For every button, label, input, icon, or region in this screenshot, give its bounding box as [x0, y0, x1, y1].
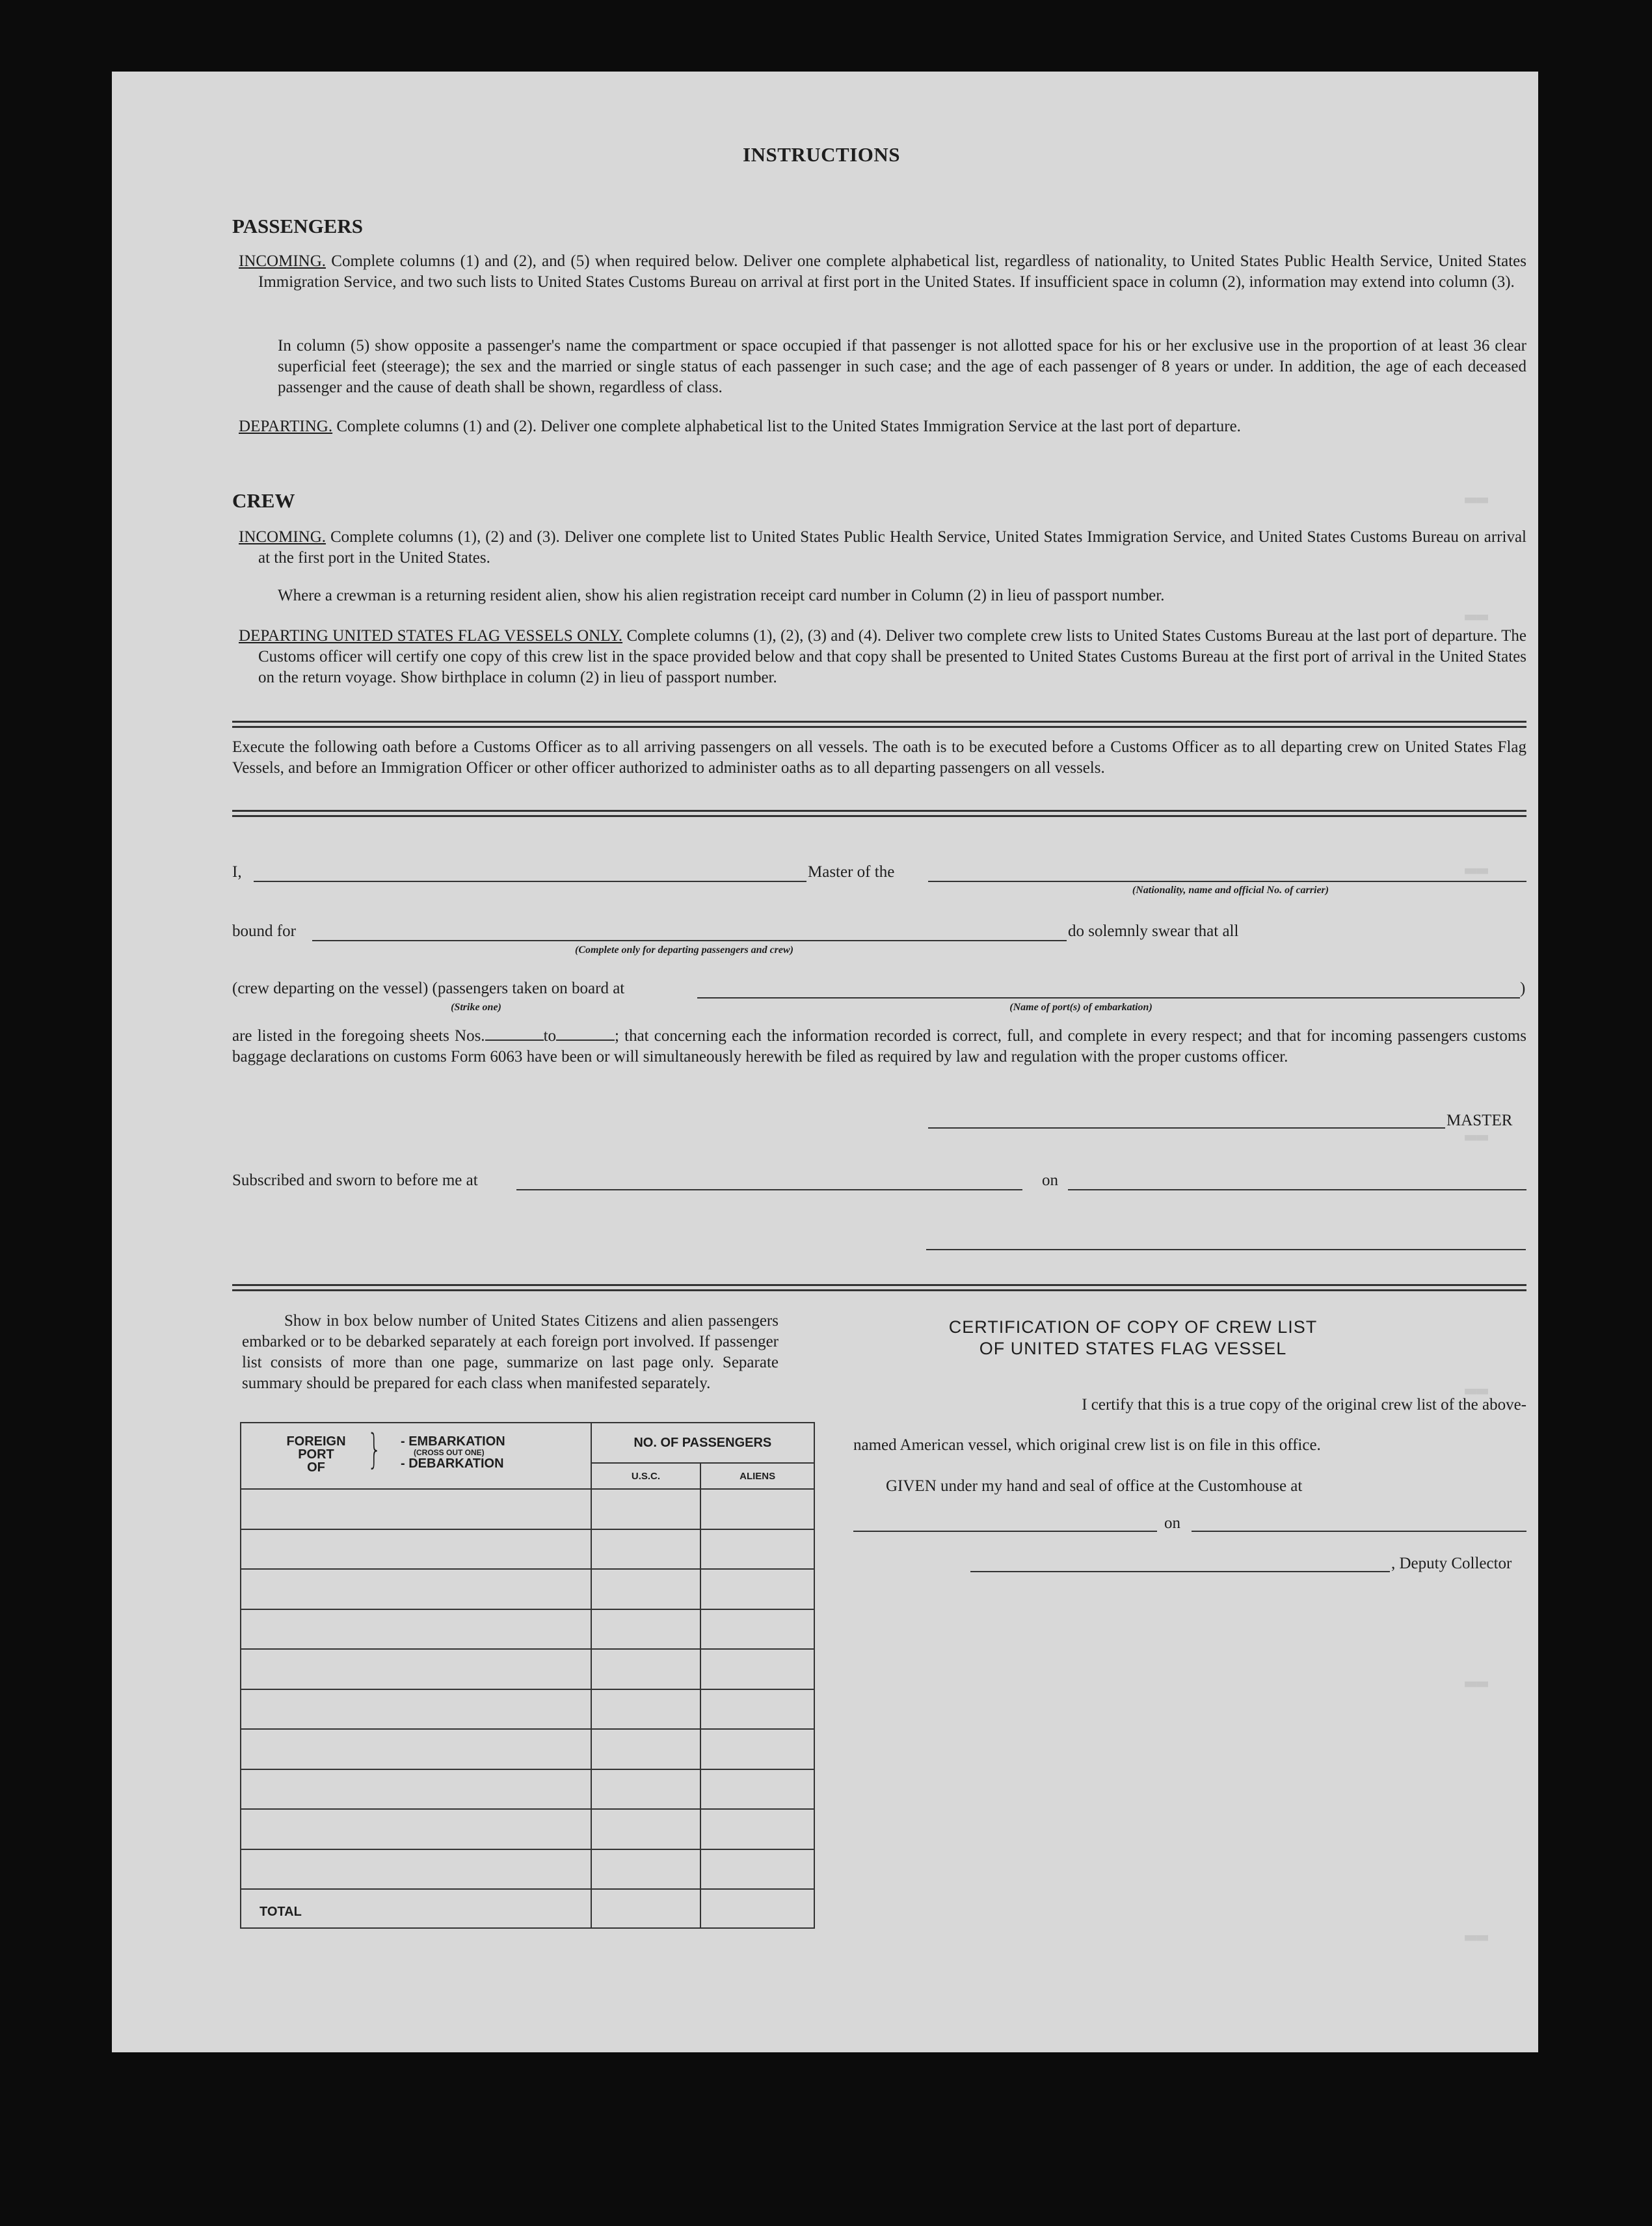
aliens-cell[interactable]: [700, 1809, 814, 1849]
oath-i-label: I,: [232, 863, 242, 881]
aliens-cell[interactable]: [700, 1729, 814, 1769]
table-row: [241, 1689, 814, 1730]
no-of-passengers-header: NO. OF PASSENGERS: [591, 1423, 814, 1463]
deputy-signature-field[interactable]: [970, 1571, 1390, 1572]
to-word: to: [543, 1027, 557, 1045]
customhouse-field[interactable]: [853, 1531, 1157, 1532]
table-row: [241, 1769, 814, 1810]
given-line: GIVEN under my hand and seal of office at the Customhouse at: [886, 1477, 1303, 1495]
passengers-incoming-text: Complete columns (1) and (2), and (5) when required below. Deliver one complete alphabetical list, regardless of nationality, to United States Public Health Service, United States Immigration Service, and two such lists to United States Customs Bureau on arrival at first port in the United States. If insufficient space in column (2), information may extend into column (3).: [258, 252, 1527, 291]
embarkation-label: - EMBARKATION: [401, 1434, 505, 1449]
usc-cell[interactable]: [591, 1809, 701, 1849]
crew-incoming-text: Complete columns (1), (2) and (3). Deliver one complete list to United States Public Health Service, United States Immigration Service, and United States Customs Bureau on arrival at the first port in the United States.: [258, 528, 1526, 567]
aliens-header: ALIENS: [700, 1463, 814, 1489]
cert-on-label: on: [1164, 1514, 1180, 1532]
page-title: INSTRUCTIONS: [743, 143, 901, 166]
on-label: on: [1042, 1172, 1058, 1189]
table-row: [241, 1489, 814, 1529]
port-cell[interactable]: [241, 1809, 591, 1849]
solemnly-swear-label: do solemnly swear that all: [1068, 922, 1239, 940]
port-cell[interactable]: [241, 1489, 591, 1529]
crew-departing-text: Complete columns (1), (2), (3) and (4). Deliver two complete crew lists to United States Customs Bureau at the last port of departure. The Customs officer will certify one copy of this crew list in the space provided below and that copy shall be presented to United States Customs Bureau at the first port of arrival in the United States on the return voyage. Show birthplace in column (2) in lieu of passport number.: [258, 627, 1527, 686]
deputy-collector-label: , Deputy Collector: [1391, 1555, 1512, 1572]
bleed-through-mark: ▬▬: [1465, 859, 1489, 881]
bleed-through-mark: ▬▬: [1465, 488, 1489, 511]
usc-cell[interactable]: [591, 1649, 701, 1689]
bound-for-field[interactable]: [312, 940, 1067, 941]
aliens-cell[interactable]: [700, 1489, 814, 1529]
passenger-rows: [241, 1489, 814, 1889]
crew-incoming-label: INCOMING.: [239, 528, 326, 546]
foreign-port-of-label: [274, 1435, 358, 1474]
table-row: [241, 1529, 814, 1570]
bleed-through-mark: ▬▬: [1465, 1379, 1489, 1402]
port-of-embarkation-field[interactable]: [697, 997, 1520, 999]
aliens-cell[interactable]: [700, 1769, 814, 1810]
table-row: [241, 1609, 814, 1650]
bleed-through-mark: ▬▬: [1465, 1125, 1489, 1148]
crew-heading: CREW: [232, 489, 295, 512]
sheet-from-field[interactable]: [485, 1026, 544, 1041]
sheet-to-field[interactable]: [556, 1026, 615, 1041]
master-name-field[interactable]: [254, 881, 806, 882]
table-row: [241, 1729, 814, 1769]
passengers-departing-label: DEPARTING.: [239, 418, 333, 435]
port-cell[interactable]: [241, 1649, 591, 1689]
port-header-cell: [241, 1423, 591, 1489]
usc-cell[interactable]: [591, 1689, 701, 1730]
crew-incoming-paragraph: [239, 527, 1526, 569]
passengers-departing-text: Complete columns (1) and (2). Deliver one complete alphabetical list to the United States Immigration Service at the last port of departure.: [336, 418, 1241, 435]
oath-instruction-paragraph: Execute the following oath before a Customs Officer as to all arriving passengers on all vessels. The oath is to be executed before a Customs Officer as to all departing crew on United States Flag Vessels, and before an Immigration Officer or other officer authorized to administer oaths as to all departing passengers on all vessels.: [232, 738, 1526, 777]
certify-line1: I certify that this is a true copy of the original crew list of the above-: [1082, 1396, 1526, 1414]
complete-only-caption: (Complete only for departing passengers and crew): [575, 945, 793, 956]
sworn-date-field[interactable]: [1068, 1189, 1526, 1190]
section-divider: [232, 1284, 1526, 1291]
usc-cell[interactable]: [591, 1569, 701, 1609]
usc-cell[interactable]: [591, 1529, 701, 1570]
port-cell[interactable]: [241, 1609, 591, 1650]
close-paren: ): [1520, 980, 1526, 997]
aliens-cell[interactable]: [700, 1849, 814, 1890]
usc-header: U.S.C.: [591, 1463, 701, 1489]
bound-for-label: bound for: [232, 922, 296, 940]
total-aliens-cell[interactable]: [700, 1889, 814, 1928]
cross-out-one-label: (CROSS OUT ONE): [414, 1448, 485, 1457]
crew-resident-paragraph: Where a crewman is a returning resident alien, show his alien registration receipt card number in Column (2) in lieu of passport number.: [278, 587, 1165, 604]
cert-date-field[interactable]: [1192, 1531, 1526, 1532]
bleed-through-mark: ▬▬: [1465, 605, 1489, 628]
passengers-heading: PASSENGERS: [232, 215, 363, 237]
aliens-cell[interactable]: [700, 1529, 814, 1570]
of-label: OF: [307, 1460, 325, 1475]
crew-departing-paragraph: [239, 626, 1527, 688]
usc-cell[interactable]: [591, 1849, 701, 1890]
passengers-incoming-paragraph: [239, 251, 1527, 293]
total-label: TOTAL: [241, 1889, 591, 1928]
passengers-departing-paragraph: [239, 416, 1526, 437]
usc-cell[interactable]: [591, 1729, 701, 1769]
sworn-place-field[interactable]: [516, 1189, 1022, 1190]
foreign-label: FOREIGN: [286, 1434, 346, 1449]
certification-title-line1: CERTIFICATION OF COPY OF CREW LIST: [948, 1317, 1318, 1337]
document-page: [112, 72, 1538, 2052]
passengers-column5-paragraph: In column (5) show opposite a passenger's name the compartment or space occupied if that passenger is not allotted space for his or her exclusive use in the proportion of at least 36 clear superficial feet (steerage); the sex and the married or single status of each passenger in such case; and the age of each passenger of 8 years or under. In addition, the age of each deceased passenger and the cause of death shall be shown, regardless of class.: [278, 337, 1526, 396]
crew-departing-label: DEPARTING UNITED STATES FLAG VESSELS ONLY.: [239, 627, 623, 645]
table-row: [241, 1569, 814, 1609]
total-usc-cell[interactable]: [591, 1889, 701, 1928]
port-cell[interactable]: [241, 1849, 591, 1890]
port-cell[interactable]: [241, 1569, 591, 1609]
strike-one-caption: (Strike one): [451, 1002, 501, 1013]
port-cell[interactable]: [241, 1529, 591, 1570]
passengers-incoming-label: INCOMING.: [239, 252, 326, 270]
usc-cell[interactable]: [591, 1769, 701, 1810]
ports-caption: (Name of port(s) of embarkation): [1009, 1002, 1152, 1013]
usc-cell[interactable]: [591, 1609, 701, 1650]
certification-title: [905, 1317, 1361, 1360]
table-row: [241, 1849, 814, 1890]
aliens-cell[interactable]: [700, 1649, 814, 1689]
bleed-through-mark: ▬▬: [1465, 1672, 1489, 1695]
summary-instruction-paragraph: Show in box below number of United States Citizens and alien passengers embarked or to be debarked separately at each foreign port involved. If passenger list consists of more than one page, summarize on last page only. Separate summary should be prepared for each class when manifested separately.: [242, 1312, 779, 1392]
section-divider: [232, 810, 1526, 817]
table-row: [241, 1809, 814, 1849]
listed-sheets-paragraph: [232, 1026, 1526, 1067]
port-cell[interactable]: [241, 1689, 591, 1730]
master-of-the-label: Master of the: [808, 863, 895, 881]
port-label: PORT: [298, 1447, 334, 1462]
brace-icon: }: [367, 1425, 382, 1473]
crew-passengers-label: (crew departing on the vessel) (passengers taken on board at: [232, 980, 625, 997]
listed-prefix: are listed in the foregoing sheets Nos.: [232, 1027, 485, 1045]
certification-title-line2: OF UNITED STATES FLAG VESSEL: [979, 1339, 1287, 1358]
nationality-caption: (Nationality, name and official No. of carrier): [1132, 885, 1329, 896]
passenger-summary-table: [240, 1422, 815, 1929]
certify-line2: named American vessel, which original crew list is on file in this office.: [853, 1436, 1321, 1454]
subscribed-label: Subscribed and sworn to before me at: [232, 1172, 478, 1189]
listed-rest: ; that concerning each the information recorded is correct, full, and complete in every respect; and that for incoming passengers customs baggage declarations on customs Form 6063 have been or will simultaneously herewith be filed as required by law and regulation with the proper customs officer.: [232, 1027, 1526, 1066]
port-cell[interactable]: [241, 1769, 591, 1810]
bleed-through-mark: ▬▬: [1465, 1925, 1489, 1948]
port-cell[interactable]: [241, 1729, 591, 1769]
table-row: [241, 1649, 814, 1689]
master-signature-field[interactable]: [928, 1127, 1445, 1129]
embarkation-block: [401, 1435, 505, 1470]
usc-cell[interactable]: [591, 1489, 701, 1529]
aliens-cell[interactable]: [700, 1689, 814, 1730]
master-label: MASTER: [1446, 1112, 1513, 1129]
section-divider: [232, 721, 1526, 728]
carrier-field[interactable]: [928, 881, 1526, 882]
officer-signature-field[interactable]: [926, 1249, 1526, 1250]
debarkation-label: - DEBARKATION: [401, 1456, 504, 1471]
aliens-cell[interactable]: [700, 1569, 814, 1609]
aliens-cell[interactable]: [700, 1609, 814, 1650]
